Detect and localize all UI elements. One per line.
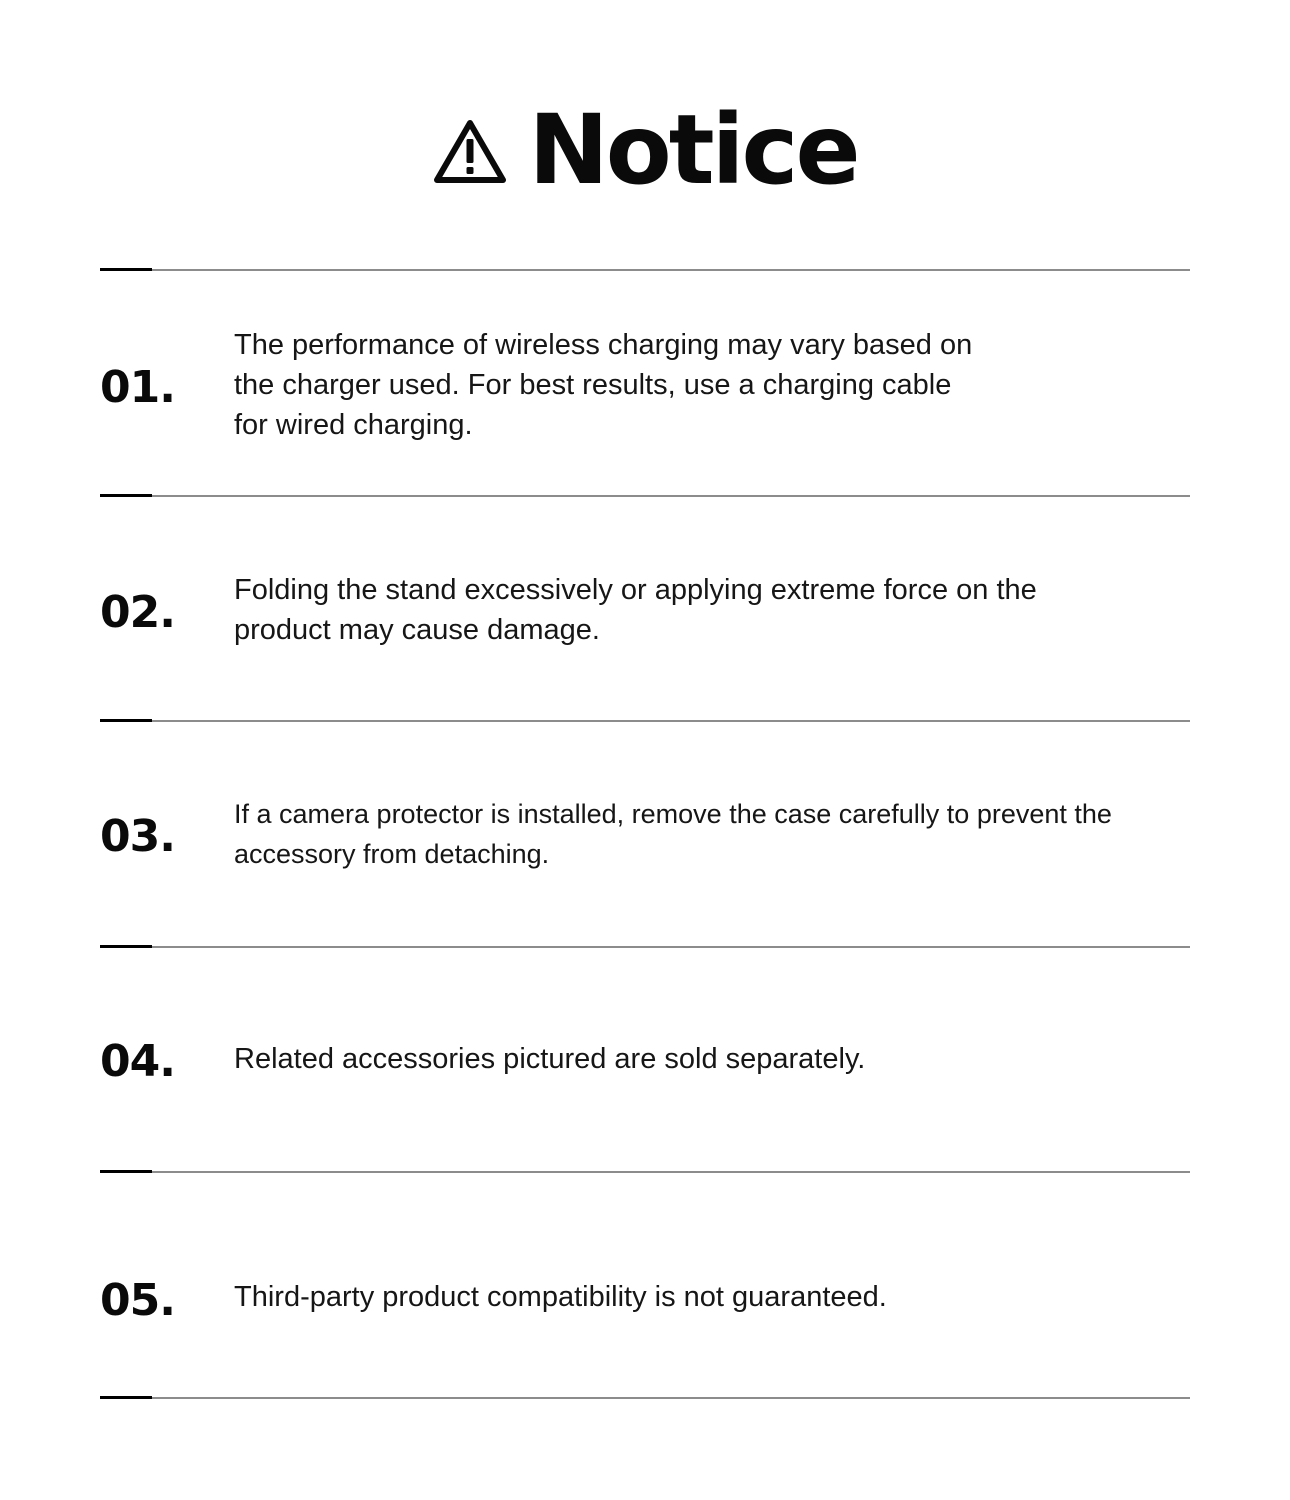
divider (100, 946, 1190, 948)
page-title: Notice (528, 94, 858, 206)
divider (100, 1171, 1190, 1173)
item-text: Third-party product compatibility is not guaranteed. (234, 1281, 887, 1313)
item-number: 04. (100, 1036, 175, 1087)
item-text: If a camera protector is installed, remove the case carefully to prevent the accessory from detaching. (234, 799, 1112, 869)
divider (100, 495, 1190, 497)
divider (100, 1397, 1190, 1399)
divider (100, 269, 1190, 271)
item-number: 01. (100, 362, 175, 413)
item-text: The performance of wireless charging may vary based on the charger used. For best results, use a charging cable for wired charging. (234, 329, 973, 441)
divider (100, 720, 1190, 722)
warning-triangle-icon (432, 117, 508, 187)
item-number: 05. (100, 1275, 175, 1326)
notice-header (0, 94, 1290, 206)
item-number: 02. (100, 587, 175, 638)
item-text: Folding the stand excessively or applying extreme force on the product may cause damage. (234, 574, 1037, 646)
item-text: Related accessories pictured are sold separately. (234, 1043, 866, 1075)
item-number: 03. (100, 811, 175, 862)
